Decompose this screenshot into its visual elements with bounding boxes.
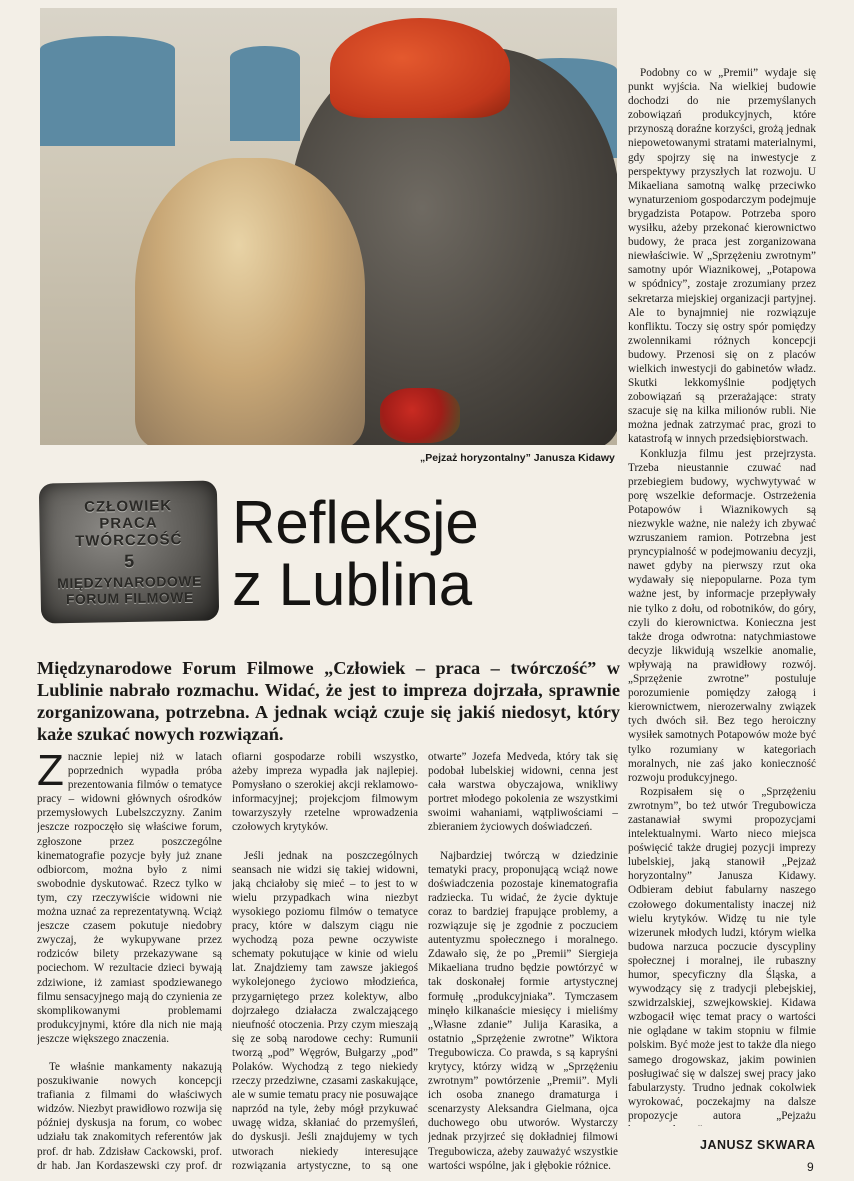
woman-figure (135, 158, 365, 445)
paragraph: ofiarni gospodarze robili wszystko, ażeby impreza wypadła jak najlepiej. Pomysłano o szerokiej akcji reklamowo-informacyjnej; projekcjom filmowym towarzyszyły rzetelne wprowadzenia czołowych krytyków. (232, 751, 418, 834)
paragraph: Znacznie lepiej niż w latach poprzednich wypadła próba prezentowania filmów o tematyce pracy – widowni głównych ośrodków przemysłowych Lubelszczyzny. Zanim jeszcze rozpoczęło się właściwe forum, zgłoszone przez poszczególne kinematografie pozycje były już znane odbiorcom, można było z nimi swobodnie dyskutować. Rzecz tylko w tym, czy rzeczywiście widowni nie można uznać za reprezentatywną. Wciąż jeszcze czasem pokutuje niedobry zwyczaj, że wykupywane przez rodziców bilety przekazywane są pociechom. W rezultacie dzieci bywają zdziwione, iż zamiast spodziewanego filmu sensacyjnego mają do czynienia ze skomplikowanymi problemami produkcyjnymi, które dla nich nie mają jeszcze większego znaczenia. (37, 750, 222, 1045)
article-lead: Międzynarodowe Forum Filmowe „Człowiek – praca – twórczość” w Lublinie nabrało rozmachu. Widać, że jest to impreza dojrzała, sprawnie zorganizowana, potrzebna. A jednak wciąż czuje się jakiś niedosyt, który każe szukać nowych rozwiązań. (37, 658, 620, 744)
page-number: 9 (807, 1160, 814, 1174)
paragraph: Najbardziej twórczą w dziedzinie tematyki pracy, proponującą wciąż nowe doświadczenia pozostaje kinematografia radziecka. Tu widać, że życie dyktuje coraz to bardziej frapujące problemy, a rozwiązuje się je zgodnie z poczuciem autentyzmu społecznego i moralnego. Zdawało się, że po „Premii” Siergieja Mikaeliana trudno będzie powtórzyć w tak doskonałej formie artystycznej formułę „produkcyjniaka”. Tymczasem minęło kilkanaście miesięcy i mieliśmy „Własne zdanie” Julija Karasika, a ostatnio „Sprzężenie zwrotne” Wiktora Tregubowicza. Co prawda, s są kapryśni krytycy, którzy widzą w „Sprzężeniu zwrotnym” powtórzenie „Premii”. Myli ich osoba znanego dramaturga i scenarzysty Aleksandra Gielmana, ojca duchowego obu utworów. Wystarczy jednak przyjrzeć się dokładniej filmowi Tregubowicza, ażeby zauważyć wszystkie wartości wspólne, jak i głębokie różnice. (428, 849, 618, 1172)
paragraph: Rozpisałem się o „Sprzężeniu zwrotnym”, bo też utwór Tregubowicza zastanawiał swymi propozycjami intelektualnymi. Warto nieco miejsca poświęcić także drugiej pozycji imprezy lubelskiej, jaką stanowił „Pejzaż horyzontalny” Janusza Kidawy. Odbieram debiut fabularny naszego czołowego dokumentalisty inaczej niż wielu krytyków. Widzę tu nie tyle wizerunek młodych ludzi, którym wielka budowa narzuca poczucie dyscypliny społecznej i moralnej, ile rubaszny humor, specyficzny dla Śląska, a wywodzący się z tradycji plebejskiej, szwidrzalskiej, szwejkowskiej. Kidawa wzbogacił więc temat pracy o wartości nie oglądane w takim stopniu w filmie polskim. Być może jest to także dla niego samego drogowskaz, jakim powinien posługiwać się w dalszej swej pracy jako fabularzysty. Trudno jednak cokolwiek wyrokować, poczekajmy na dalsze propozycje autora „Pejzażu (628, 785, 816, 1122)
text-column-4 (628, 66, 816, 1126)
text-column-3 (428, 750, 618, 1175)
hard-hat (330, 18, 510, 118)
title-line-1: Refleksje (232, 489, 479, 556)
paragraph: otwarte” Jozefa Medveda, który tak się podobał lubelskiej widowni, cenna jest cała warstwa obyczajowa, wnikliwy portret młodego pokolenia ze wszystkimi swoimi wahaniami, wątpliwościami – zbieraniem życiowych doświadczeń. (428, 751, 618, 834)
paragraph: Podobny co w „Premii” wydaje się punkt wyjścia. Na wielkiej budowie dochodzi do nie przemyślanych zobowiązań produkcyjnych, które przynoszą doraźne korzyści, grożą jednak niepowetowanymi stratami materialnymi, gdy spojrzy się na inwestycje z perspektywy przyszłych lat rozwoju. U Mikaeliana samotną walkę przeciwko wynaturzeniom gospodarczym podejmuje brygadzista Potapow. Potrzeba sporo wysiłku, ażeby przekonać kierownictwo budowy, że praca jest zorganizowana niewłaściwie. W „Sprzężeniu zwrotnym” samotny upór Wiaznikowej, „Potapowa w spódnicy”, zostaje zrozumiany przez sekretarza miejskiej organizacji partyjnej. Ale to bynajmniej nie rozwiązuje konfliktu. Toczy się ostry spór pomiędzy zwolennikami różnych koncepcji budowy. Przenosi się on z placów wielkich inwestycji do gabinetów władz. Skutki lekkomyślnie podjętych zobowiązań są przerażające: straty szacuje się na kilka milionów rubli. Nie można jednak zatrzymać prac, grozi to katastrofą w innych przedsiębiorstwach. (628, 67, 816, 446)
drop-cap: Z (37, 750, 64, 795)
storage-tank (230, 46, 300, 141)
paragraph: Te właśnie mankamenty nakazują poszukiwanie nowych koncepcji trafiania z filmami do właściwych widzów. Niezbyt prawidłowo rozwija się później dyskusja na forum, co wobec udziału tak znakomitych referentów jak prof. dr hab. Zdzisław Cackowski, prof. dr hab. Jan Kordaszewski czy prof. dr (37, 1060, 222, 1172)
text-column-1 (37, 750, 222, 1175)
paragraph: Konkluzja filmu jest przejrzysta. Trzeba nieustannie czuwać nad przebiegiem budowy, wychwytywać w porę wszelkie deformacje. Ostrzeżenia Potapowów i Wiaznikowych są niezwykle ważne, nie należy ich zbywać wzruszaniem ramion. Potrzebna jest pryncypialność w podejmowaniu decyzji, nawet gdyby na pierwszy rzut oka wydawały się niepopularne. Poza tym ważne jest, by informacje przepływały nie tylko z dołu, od robotników, do góry, czyli do kierownictwa. Konieczna jest także droga odwrotna: natychmiastowe decyzje likwidują wszelkie anomalie, wpływają na prawidłowy rozwój. „Sprzężenie zwrotne” postuluje porozumienie pomiędzy załogą i kierownictwem, nierozerwalny związek tych dwóch sił. Bez tego heroiczny wysiłek samotnych Potapowów może być tylko rozumiany w kategoriach moralnych, nie zaś jako konieczność rozwoju produkcyjnego. (628, 447, 816, 784)
photo-caption: „Pejzaż horyzontalny” Janusza Kidawy (420, 452, 615, 464)
forum-badge-logo: CZŁOWIEK PRACA TWÓRCZOŚĆ 5 MIĘDZYNARODOWE FORUM FILMOWE (39, 480, 219, 623)
title-line-2: z Lublina (232, 551, 473, 618)
paragraph: Jeśli jednak na poszczególnych seansach nie widzi się takiej widowni, jaką chciałoby się mieć – to jest to w wielu przypadkach wina niezbyt wysokiego poziomu filmów o tematyce pracy, które w dalszym ciągu nie wychodzą poza pewne oczywiste schematy pokutujące w kinie od wielu lat. Znajdziemy tam zawsze jakiegoś wykolejonego życiowo młodzieńca, przygarniętego przez kolektyw, albo dojrzałego działacza zwalczającego nieufność otoczenia. Przy czym mieszają się ze sobą narodowe cechy: Rumunii tworzą „pod” Węgrów, Bułgarzy „pod” Polaków. Wychodzą z tego niekiedy rzeczy przedziwne, czasami zaskakujące, ale w sumie tematu pracy nie posuwające naprzód na tyle, żeby mógł przykuwać uwagę widza, skłaniać do przemyśleń, do dyskusji. Jeśli znajdujemy w tych utworach niekiedy interesujące rozwiązania artystyczne, to są one (232, 849, 418, 1172)
film-still-photo (40, 8, 617, 445)
article-title (232, 489, 612, 618)
storage-tank (40, 36, 175, 146)
text-column-2 (232, 750, 418, 1175)
flower-bouquet (380, 388, 460, 443)
author-byline: JANUSZ SKWARA (700, 1138, 816, 1152)
